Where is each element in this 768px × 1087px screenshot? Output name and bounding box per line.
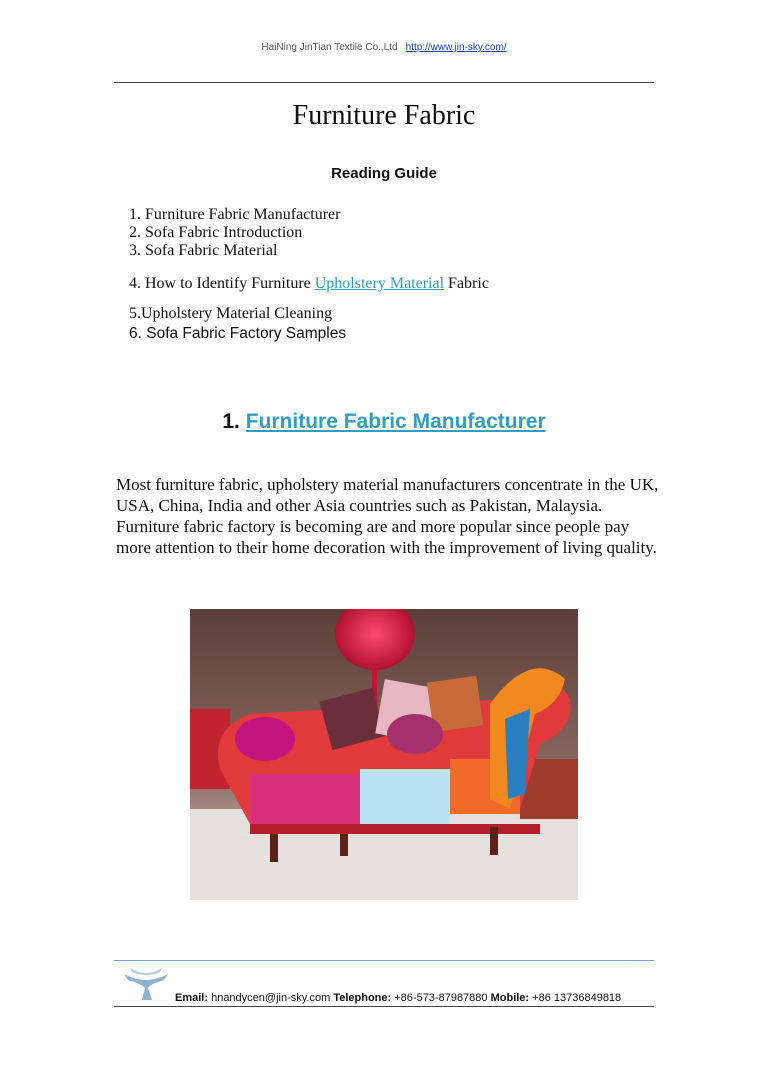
footer-divider-bottom [114,1006,654,1007]
toc-item-4-suffix: Fabric [444,275,489,292]
mobile-label: Mobile: [490,992,530,1004]
toc-item-4-prefix: 4. How to Identify Furniture [129,275,315,292]
sofa-photo [190,609,578,900]
toc-item-2: 2. Sofa Fabric Introduction [129,224,303,241]
header-url-link[interactable]: http://www.jin-sky.com/ [405,42,507,53]
telephone-label: Telephone: [333,992,392,1004]
section-1-heading [114,410,654,434]
section-1-paragraph: Most furniture fabric, upholstery material manufacturers concentrate in the UK, USA, China, India and other Asia countries such as Pakistan, Malaysia. Furniture fabric factory is becoming are and more popular since people pay more attention to their home decoration with the improvement of living quality. [116,475,659,557]
header-divider [114,82,654,83]
section-1-number: 1. [222,410,246,433]
footer-contact [175,992,621,1004]
toc-item-4 [129,275,489,293]
sofa-illustration [190,609,578,900]
reading-guide-heading: Reading Guide [331,165,437,182]
page-title: Furniture Fabric [292,100,476,131]
upholstery-material-link[interactable]: Upholstery Material [314,275,445,292]
toc-item-1: 1. Furniture Fabric Manufacturer [129,206,341,223]
company-logo-icon [120,966,172,1006]
email-value[interactable]: hnandycen@jin-sky.com [211,992,331,1004]
toc-item-6: 6. Sofa Fabric Factory Samples [129,325,347,342]
header-company: HaiNing JinTian Textile Co.,Ltd [261,42,398,53]
toc-item-5: 5.Upholstery Material Cleaning [129,305,333,322]
toc-item-3: 3. Sofa Fabric Material [129,242,278,259]
header-line [114,42,654,53]
telephone-value: +86-573-87987880 [394,992,488,1004]
mobile-value: +86 13736849818 [532,992,622,1004]
section-1-heading-link[interactable]: Furniture Fabric Manufacturer [245,410,546,433]
footer-divider-top [114,960,654,961]
email-label: Email: [175,992,209,1004]
